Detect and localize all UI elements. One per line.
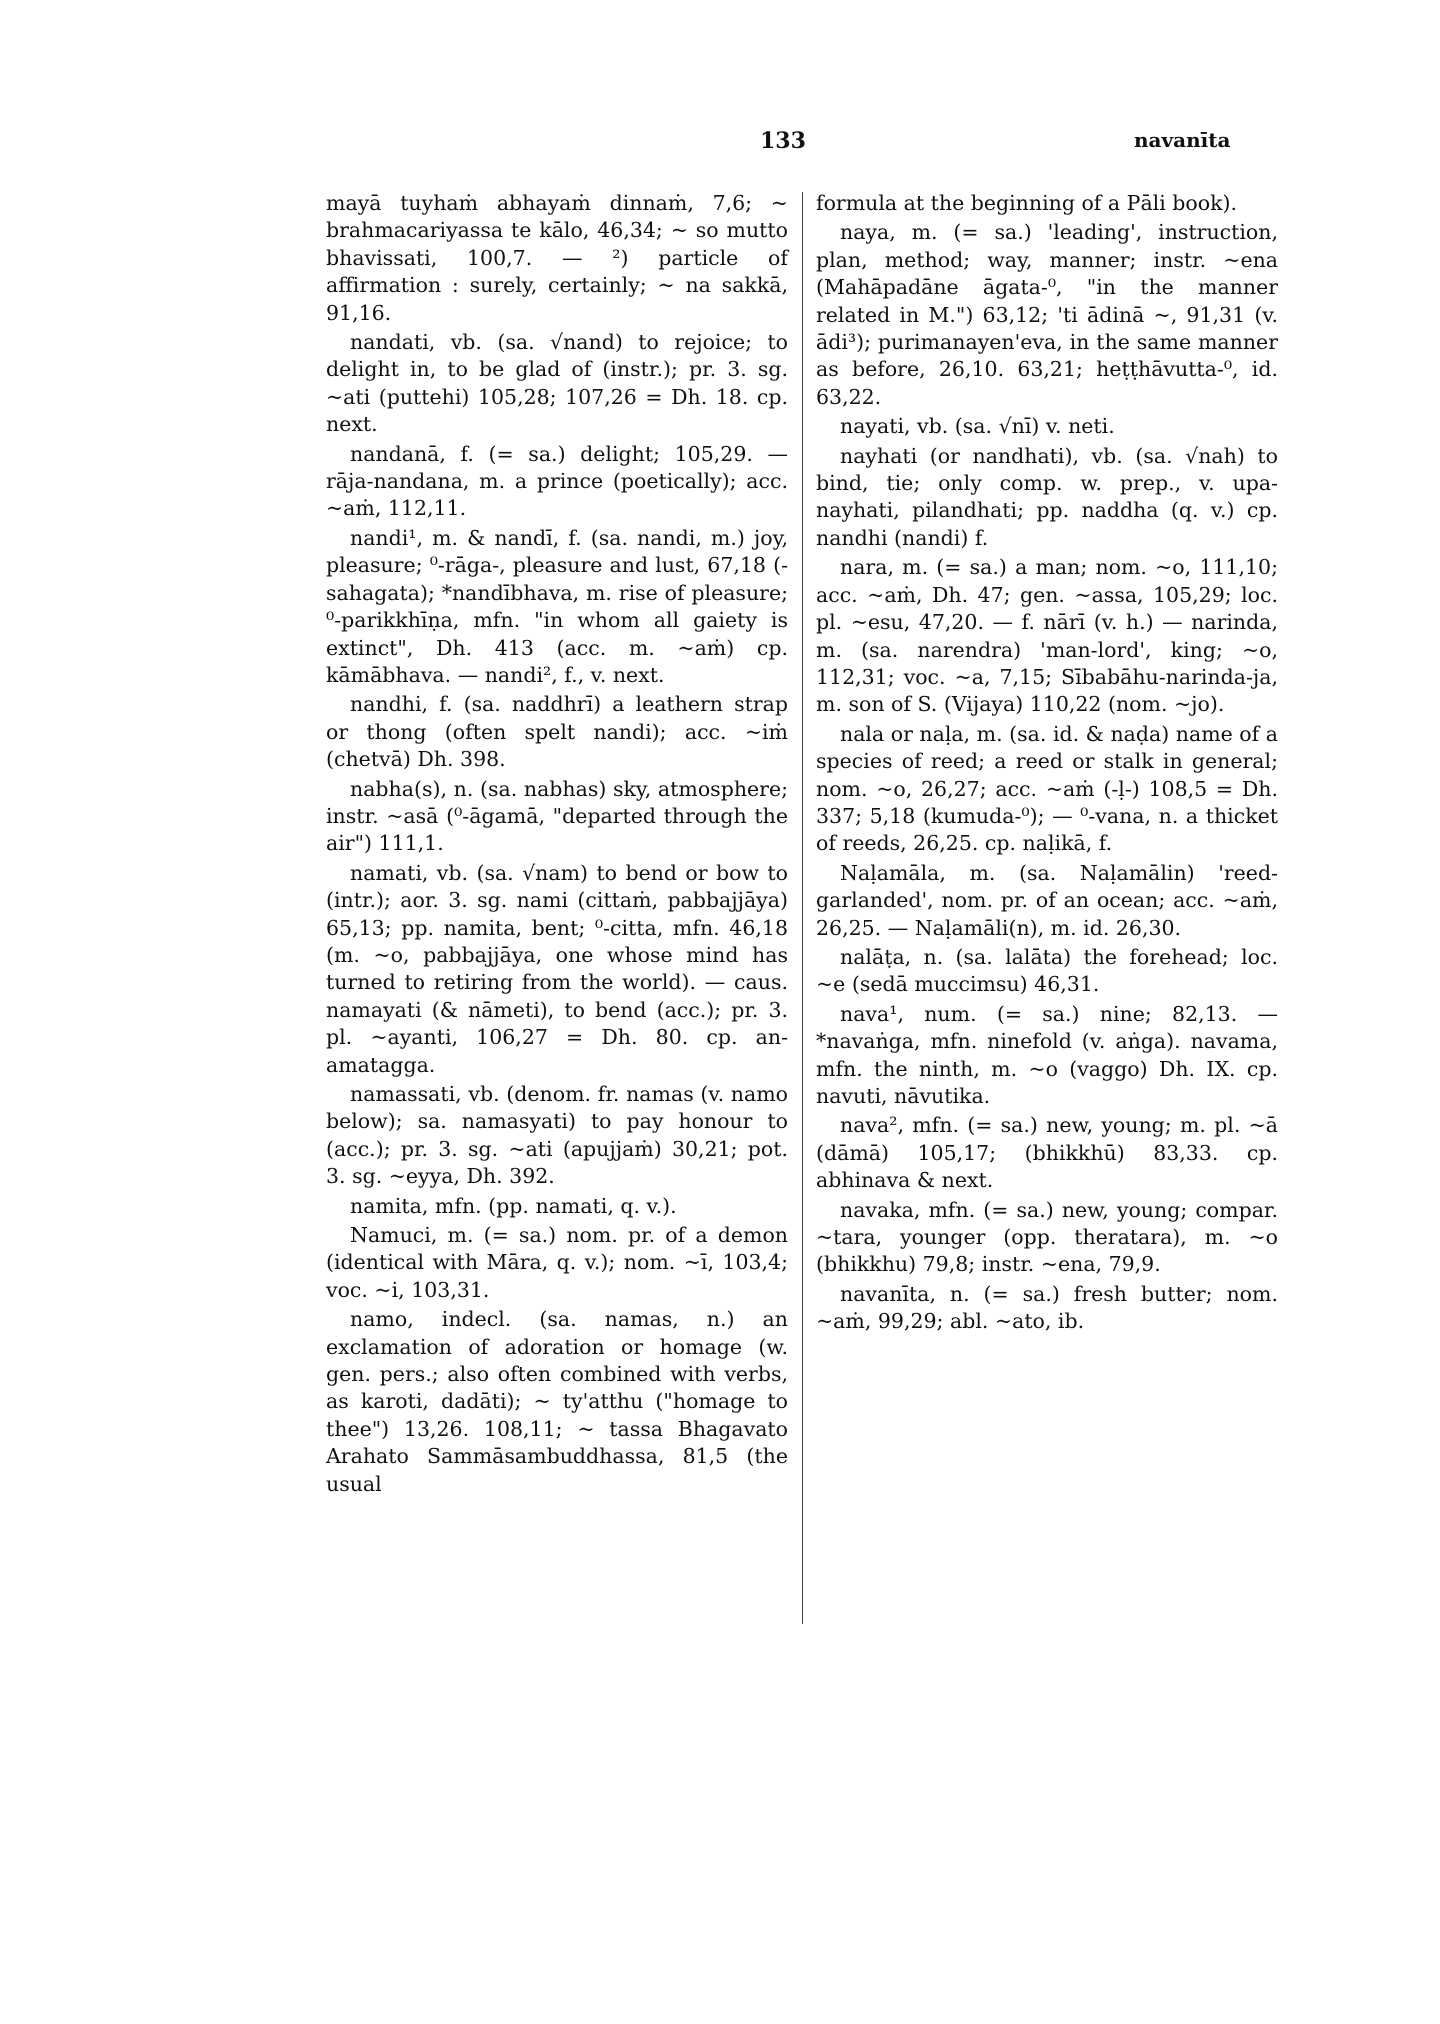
dictionary-entry: namassati, vb. (denom. fr. namas (v. namo below); sa. namasyati) to pay honour to (acc.); pr. 3. sg. ~ati (apujjaṁ) 30,21; pot. 3. sg. ~eyya, Dh. 392. [326, 1082, 788, 1189]
dictionary-entry: nalāṭa, n. (sa. lalāta) the forehead; loc. ~e (sedā muccimsu) 46,31. [816, 944, 1278, 997]
dictionary-entry: namita, mfn. (pp. namati, q. v.). [350, 1193, 677, 1218]
dictionary-entry: formula at the beginning of a Pāli book). [816, 191, 1238, 215]
dictionary-entry: Naḷamāla, m. (sa. Naḷamālin) 'reed-garlanded', nom. pr. of an ocean; acc. ~aṁ, 26,25. — Naḷamāli(n), m. id. 26,30. [816, 860, 1278, 940]
left-column [326, 190, 788, 1500]
dictionary-entry: nala or naḷa, m. (sa. id. & naḍa) name of a species of reed; a reed or stalk in general; nom. ~o, 26,27; acc. ~aṁ (-ḷ-) 108,5 = Dh. 337; 5,18 (kumuda-⁰); — ⁰-vana, n. a thicket of reeds, 26,25. cp. naḷikā, f. [816, 721, 1278, 856]
dictionary-entry: nava¹, num. (= sa.) nine; 82,13. — *navaṅga, mfn. ninefold (v. aṅga). navama, mfn. the ninth, m. ~o (vaggo) Dh. IX. cp. navuti, nāvutika. [816, 1001, 1278, 1108]
dictionary-entry: nandi¹, m. & nandī, f. (sa. nandi, m.) joy, pleasure; ⁰-rāga-, pleasure and lust, 67,18 (-sahagata); *nandībhava, m. rise of pleasure; ⁰-parikkhīṇa, mfn. "in whom all gaiety is extinct", Dh. 413 (acc. m. ~aṁ) cp. kāmābhava. — nandi², f., v. next. [326, 525, 788, 687]
dictionary-entry: nara, m. (= sa.) a man; nom. ~o, 111,10; acc. ~aṁ, Dh. 47; gen. ~assa, 105,29; loc. pl. ~esu, 47,20. — f. nārī (v. h.) — narinda, m. (sa. narendra) 'man-lord', king; ~o, 112,31; voc. ~a, 7,15; Sībabāhu-narinda-ja, m. son of S. (Vijaya) 110,22 (nom. ~jo). [816, 555, 1278, 717]
right-column [816, 190, 1278, 1338]
dictionary-entry: namati, vb. (sa. √nam) to bend or bow to (intr.); aor. 3. sg. nami (cittaṁ, pabbajjāya) 65,13; pp. namita, bent; ⁰-citta, mfn. 46,18 (m. ~o, pabbajjāya, one whose mind has turned to retiring from the world). — caus. namayati (& nāmeti), to bend (acc.); pr. 3. pl. ~ayanti, 106,27 = Dh. 80. cp. an-amatagga. [326, 860, 788, 1077]
running-head: navanīta [1134, 128, 1231, 152]
dictionary-entry: naya, m. (= sa.) 'leading', instruction, plan, method; way, manner; instr. ~ena (Mahāpadāne āgata-⁰, "in the manner related in M.") 63,12; 'ti ādinā ~, 91,31 (v. ādi³); purimanayen'eva, in the same manner as before, 26,10. 63,21; heṭṭhāvutta-⁰, id. 63,22. [816, 220, 1278, 409]
dictionary-entry: nabha(s), n. (sa. nabhas) sky, atmosphere; instr. ~asā (⁰-āgamā, "departed through the air") 111,1. [326, 776, 788, 856]
dictionary-entry: mayā tuyhaṁ abhayaṁ dinnaṁ, 7,6; ~ brahmacariyassa te kālo, 46,34; ~ so mutto bhavissati, 100,7. — ²) particle of affirmation : surely, certainly; ~ na sakkā, 91,16. [326, 191, 788, 325]
dictionary-entry: Namuci, m. (= sa.) nom. pr. of a demon (identical with Māra, q. v.); nom. ~ī, 103,4; voc. ~i, 103,31. [326, 1223, 788, 1302]
dictionary-entry: nava², mfn. (= sa.) new, young; m. pl. ~ā (dāmā) 105,17; (bhikkhū) 83,33. cp. abhinava & next. [816, 1113, 1278, 1193]
dictionary-entry: nandanā, f. (= sa.) delight; 105,29. — rāja-nandana, m. a prince (poetically); acc. ~aṁ, 112,11. [326, 441, 788, 521]
dictionary-entry: navanīta, n. (= sa.) fresh butter; nom. ~aṁ, 99,29; abl. ~ato, ib. [816, 1281, 1278, 1334]
dictionary-entry: namo, indecl. (sa. namas, n.) an exclamation of adoration or homage (w. gen. pers.; also often combined with verbs, as karoti, dadāti); ~ ty'atthu ("homage to thee") 13,26. 108,11; ~ tassa Bhagavato Arahato Sammāsambuddhassa, 81,5 (the usual [326, 1307, 788, 1496]
page-number: 133 [760, 128, 806, 154]
dictionary-entry: nandati, vb. (sa. √nand) to rejoice; to delight in, to be glad of (instr.); pr. 3. sg. ~ati (puttehi) 105,28; 107,26 = Dh. 18. cp. next. [326, 330, 788, 437]
dictionary-entry: nayhati (or nandhati), vb. (sa. √nah) to bind, tie; only comp. w. prep., v. upa-nayhati, pilandhati; pp. naddha (q. v.) cp. nandhi (nandi) f. [816, 443, 1278, 550]
column-divider [802, 192, 803, 1624]
dictionary-entry: navaka, mfn. (= sa.) new, young; compar. ~tara, younger (opp. theratara), m. ~o (bhikkhu) 79,8; instr. ~ena, 79,9. [816, 1197, 1278, 1277]
dictionary-entry: nandhi, f. (sa. naddhrī) a leathern strap or thong (often spelt nandi); acc. ~iṁ (chetvā) Dh. 398. [326, 692, 788, 772]
dictionary-entry: nayati, vb. (sa. √nī) v. neti. [840, 414, 1115, 439]
